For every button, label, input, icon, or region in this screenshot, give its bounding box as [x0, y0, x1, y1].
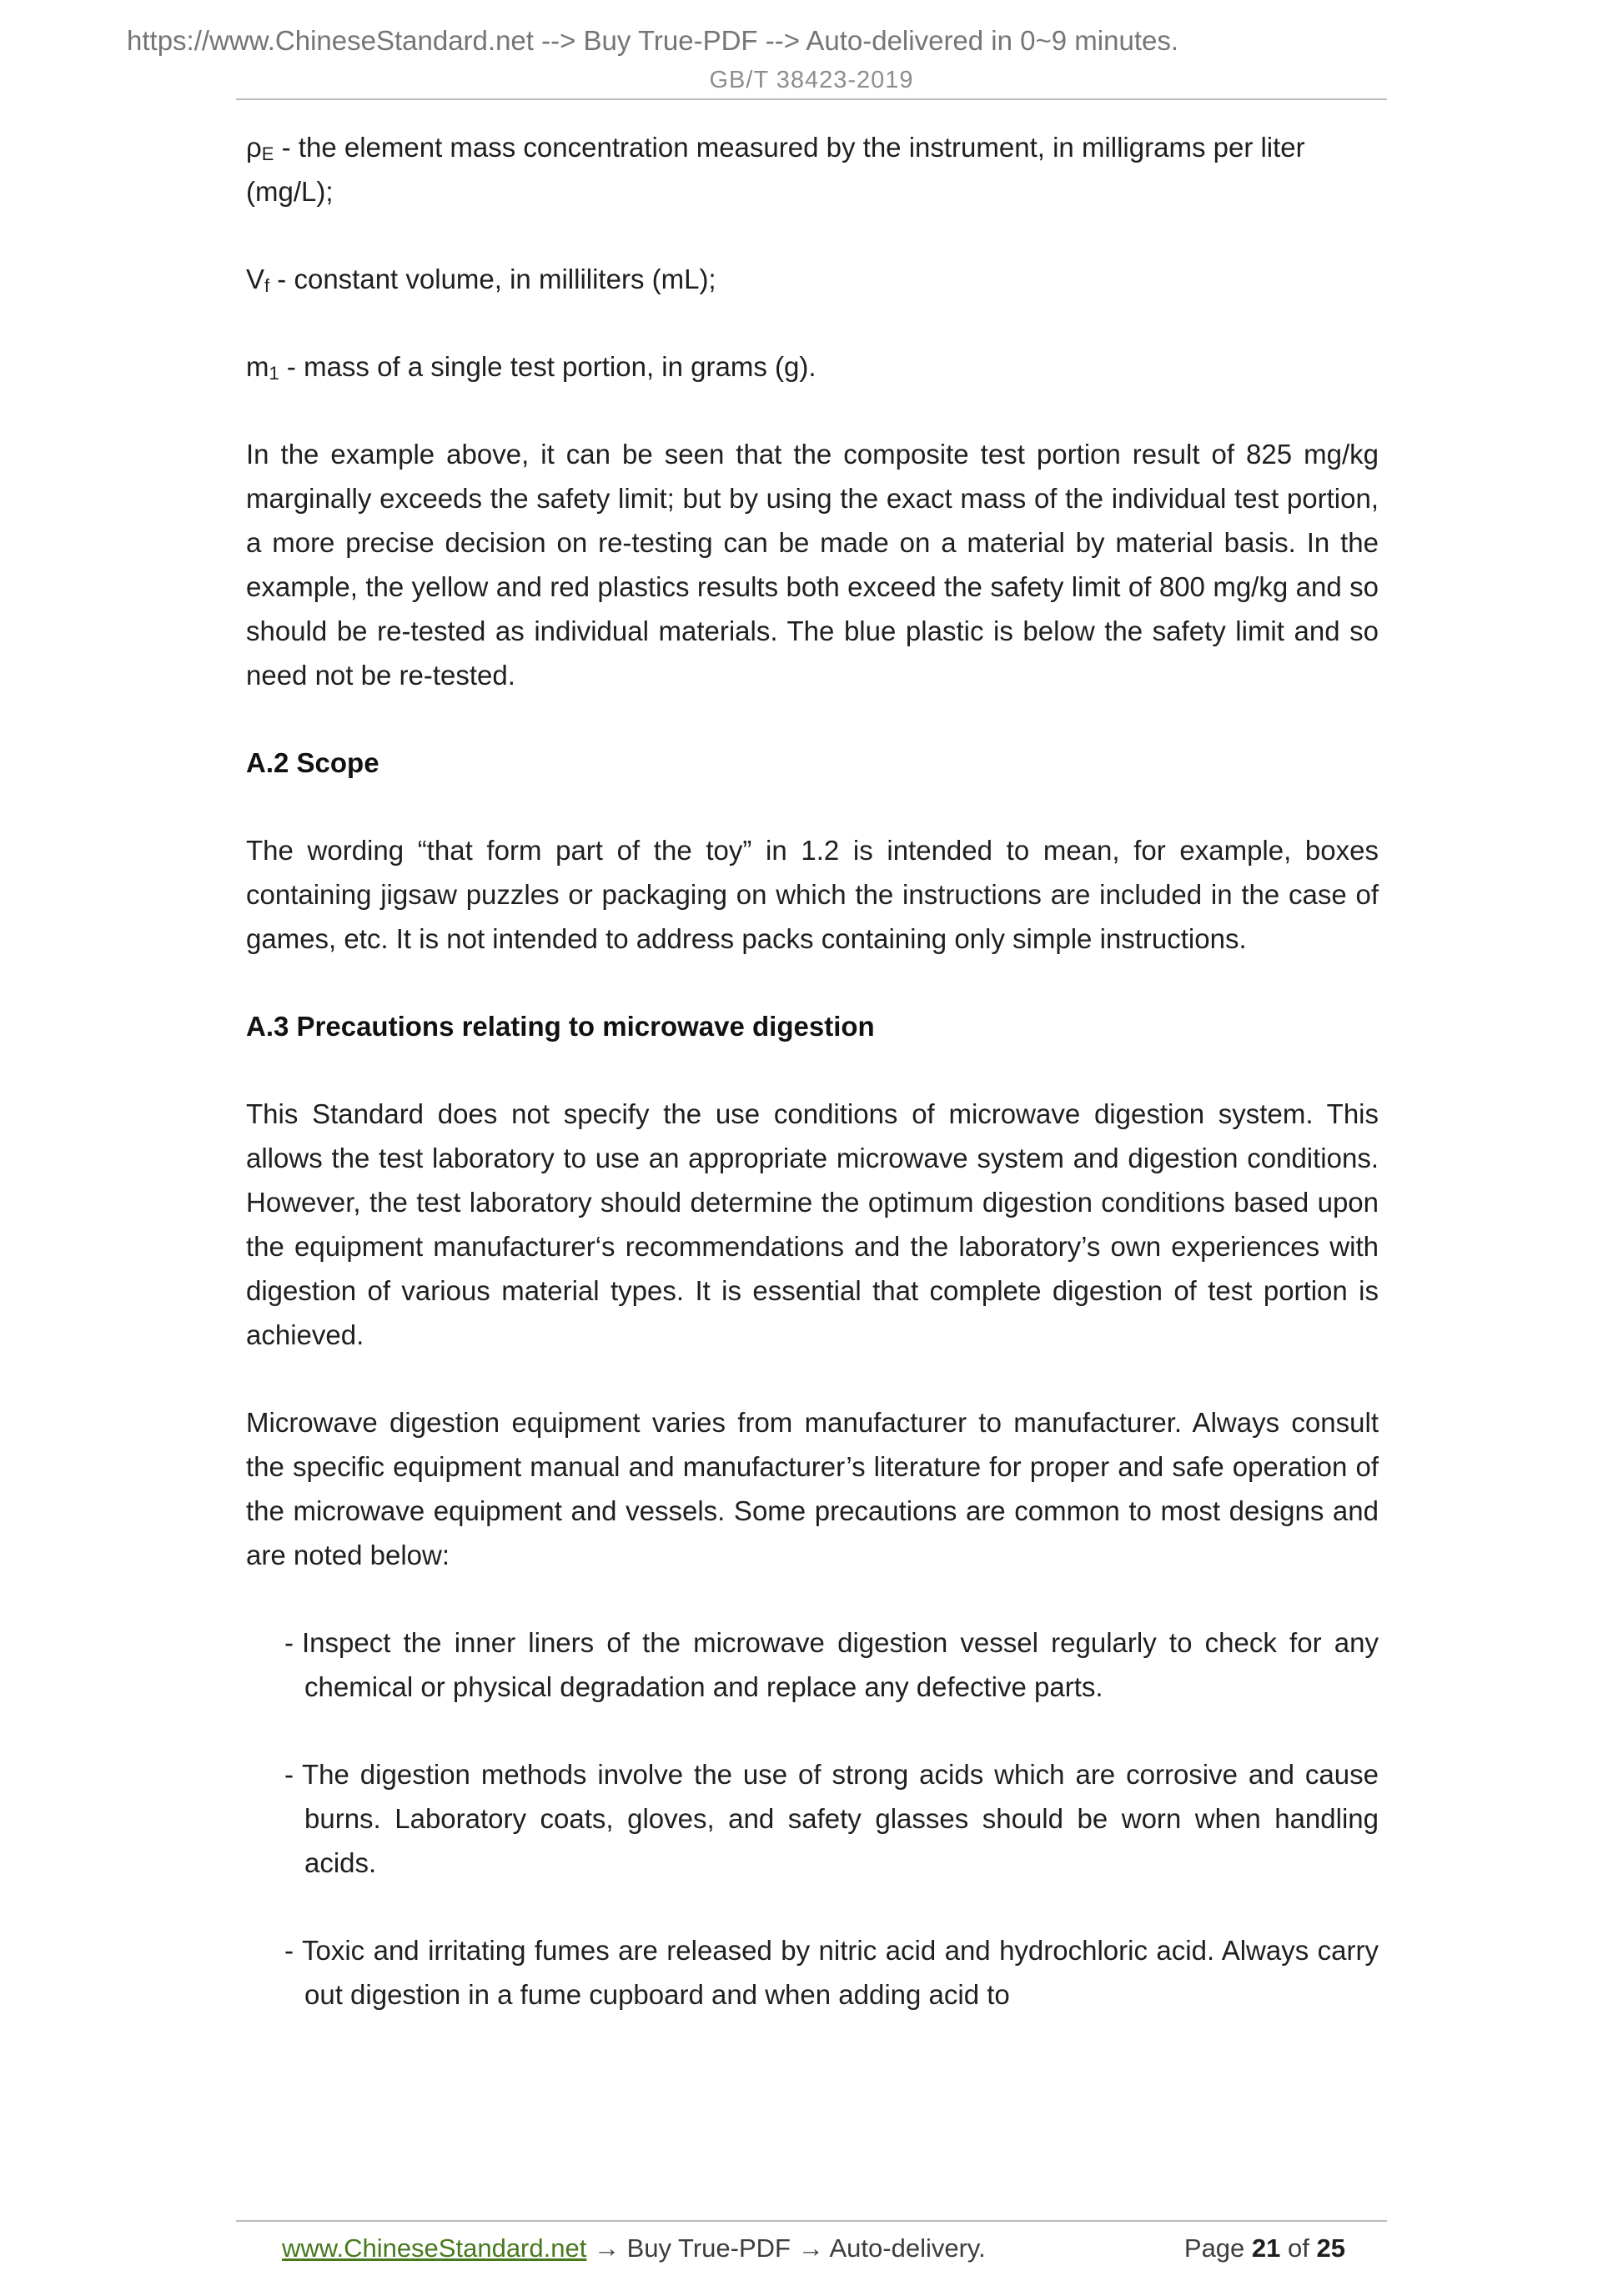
symbol-rho: ρ [246, 132, 262, 163]
symbol-rho-subscript: E [261, 143, 274, 164]
document-body [246, 125, 1379, 2060]
footer-delivery-label: Auto-delivery. [829, 2233, 986, 2263]
footer-delivery-info [282, 2233, 986, 2263]
definition-v-f [246, 257, 1379, 301]
page-label: Page [1183, 2233, 1245, 2263]
definition-m-1 [246, 344, 1379, 389]
list-item-toxic-fumes [284, 1928, 1379, 2017]
list-item-inspect-liners [284, 1620, 1379, 1709]
header-divider [236, 98, 1387, 100]
of-label: of [1288, 2233, 1309, 2263]
heading-a3-precautions: A.3 Precautions relating to microwave digestion [246, 1011, 875, 1042]
arrow-right-icon: → [593, 2233, 620, 2263]
list-item-text: Inspect the inner liners of the microwave digestion vessel regularly to check for any chemical or physical degradation and replace any defective parts. [302, 1627, 1379, 1702]
list-item-text: Toxic and irritating fumes are released by nitric acid and hydrochloric acid. Always carry out digestion in a fume cupboard and when adding acid to [302, 1935, 1379, 2010]
paragraph-precautions-1: This Standard does not specify the use conditions of microwave digestion system. This allows the test laboratory to use an appropriate microwave system and digestion conditions. However, the test laboratory should determine the optimum digestion conditions based upon the equipment manufacturer‘s recommendations and the laboratory’s own experiences with digestion of various material types. It is essential that complete digestion of test portion is achieved. [246, 1098, 1379, 1350]
paragraph-precautions-2: Microwave digestion equipment varies from manufacturer to manufacturer. Always consult the specific equipment manual and manufacturer’s literature for proper and safe operation of the microwave equipment and vessels. Some precautions are common to most designs and are noted below: [246, 1407, 1379, 1570]
list-item-strong-acids [284, 1752, 1379, 1885]
page-indicator [1184, 2233, 1345, 2263]
arrow-right-icon: → [797, 2233, 824, 2263]
definition-v-text: - constant volume, in milliliters (mL); [269, 264, 716, 294]
list-bullet: - [284, 1935, 294, 1966]
symbol-m-subscript: 1 [269, 363, 279, 384]
definition-m-text: - mass of a single test portion, in grams (g). [279, 351, 817, 382]
definition-rho-text: - the element mass concentration measured by the instrument, in milligrams per liter (mg/L); [246, 132, 1305, 207]
header-url-line: https://www.ChineseStandard.net --> Buy True-PDF --> Auto-delivered in 0~9 minutes. [127, 25, 1179, 56]
symbol-m: m [246, 351, 269, 382]
list-item-text: The digestion methods involve the use of strong acids which are corrosive and cause burns. Laboratory coats, gloves, and safety glasses should be worn when handling acids. [302, 1759, 1379, 1878]
footer-divider [236, 2220, 1387, 2222]
document-number: GB/T 38423-2019 [709, 67, 914, 93]
list-bullet: - [284, 1627, 294, 1658]
current-page-number: 21 [1251, 2233, 1281, 2263]
footer-site-link[interactable]: www.ChineseStandard.net [282, 2233, 587, 2263]
symbol-v: V [246, 264, 265, 294]
symbol-v-subscript: f [264, 275, 270, 296]
page-footer [236, 2233, 1387, 2263]
paragraph-example: In the example above, it can be seen that the composite test portion result of 825 mg/kg marginally exceeds the safety limit; but by using the exact mass of the individual test portion, a more precise decision on re-testing can be made on a material by material basis. In the example, the yellow and red plastics results both exceed the safety limit of 800 mg/kg and so should be re-tested as individual materials. The blue plastic is below the safety limit and so need not be re-tested. [246, 439, 1379, 691]
paragraph-scope: The wording “that form part of the toy” in 1.2 is intended to mean, for example, boxes containing jigsaw puzzles or packaging on which the instructions are included in the case of games, etc. It is not intended to address packs containing only simple instructions. [246, 835, 1379, 954]
list-bullet: - [284, 1759, 294, 1790]
total-page-number: 25 [1316, 2233, 1345, 2263]
definition-rho-e [246, 125, 1379, 214]
heading-a2-scope: A.2 Scope [246, 747, 379, 778]
footer-buy-label: Buy True-PDF [626, 2233, 791, 2263]
